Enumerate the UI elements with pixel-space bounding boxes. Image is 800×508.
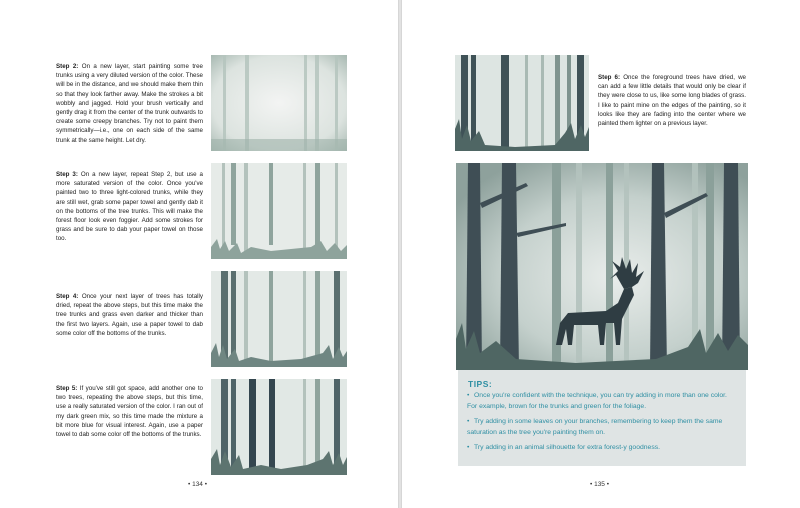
step-2-illustration xyxy=(211,55,347,151)
step-6-text xyxy=(598,73,746,128)
step-5-text xyxy=(56,384,203,439)
bullet-icon: • xyxy=(467,392,470,399)
step-6-body: Once the foreground trees have dried, we can add a few little details that would only be clear if they were close to us, like some long blades of grass. I like to paint mine on the edges of the painting, so it looks like they are fading into the center where we painted them lighter on a previous layer. xyxy=(598,74,746,128)
bullet-icon: • xyxy=(467,418,470,425)
step-3-body: On a new layer, repeat Step 2, but use a more saturated version of the color. Once you've painted two to three light-colored trunks, while they are still wet, grab some paper towel and gently dab it on the bottoms of the tree trunks. This will make the forest floor look even foggier. Add some strokes for grass and be sure to dab your paper towel on those too. xyxy=(56,171,203,243)
step-2-label: Step 2: xyxy=(56,63,79,70)
step-5-label: Step 5: xyxy=(56,385,78,392)
bullet-icon: • xyxy=(467,444,470,451)
page-number-right: • 135 • xyxy=(590,481,610,488)
step-3-illustration xyxy=(211,163,347,259)
tip-item xyxy=(467,391,737,412)
tips-box xyxy=(458,370,746,466)
tip-item xyxy=(467,443,737,454)
step-3-label: Step 3: xyxy=(56,171,78,178)
tip-text: Try adding in an animal silhouette for extra forest-y goodness. xyxy=(474,444,661,451)
step-5-body: If you've still got space, add another one to two trees, repeating the above steps, but this time, use a really saturated version of the color. I ran out of my dark green mix, so this time made the mixture a bit more blue for visual interest. Again, use a paper towel to dab some color off the bottoms of the trunks. xyxy=(56,385,203,439)
step-4-body: Once your next layer of trees has totally dried, repeat the above steps, but this time make the tree trunks and grass even darker and thicker than the first two layers. Again, use a paper towel to dab some color off the bottoms of the trunks. xyxy=(56,293,203,337)
step-4-illustration xyxy=(211,271,347,367)
forest-stag-illustration xyxy=(456,163,748,370)
left-page xyxy=(0,0,398,508)
page-number-left: • 134 • xyxy=(188,481,208,488)
tips-title: TIPS: xyxy=(468,379,493,389)
step-6-illustration xyxy=(455,55,589,151)
tip-text: Once you're confident with the technique, you can try adding in more than one color. For example, brown for the trunks and green for the foliage. xyxy=(467,392,727,410)
step-4-text xyxy=(56,292,203,338)
step-4-label: Step 4: xyxy=(56,293,79,300)
tip-item xyxy=(467,417,737,438)
step-5-illustration xyxy=(211,379,347,475)
tip-text: Try adding in some leaves on your branches, remembering to keep them the same saturation as the tree you're painting them on. xyxy=(467,418,723,436)
step-2-text xyxy=(56,62,203,145)
right-page xyxy=(402,0,800,508)
step-3-text xyxy=(56,170,203,244)
step-6-label: Step 6: xyxy=(598,74,621,81)
step-2-body: On a new layer, start painting some tree trunks using a very diluted version of the color. These will be in the distance, and we should make them thin so that they look farther away. Make the strokes a bit wobbly and jagged. Hold your brush vertically and gently drag it from the center of the trunk outwards to create some creepy branches. Try not to paint them symmetrically—i.e., one on each side of the same trunk at the same height. Let dry. xyxy=(56,63,203,144)
